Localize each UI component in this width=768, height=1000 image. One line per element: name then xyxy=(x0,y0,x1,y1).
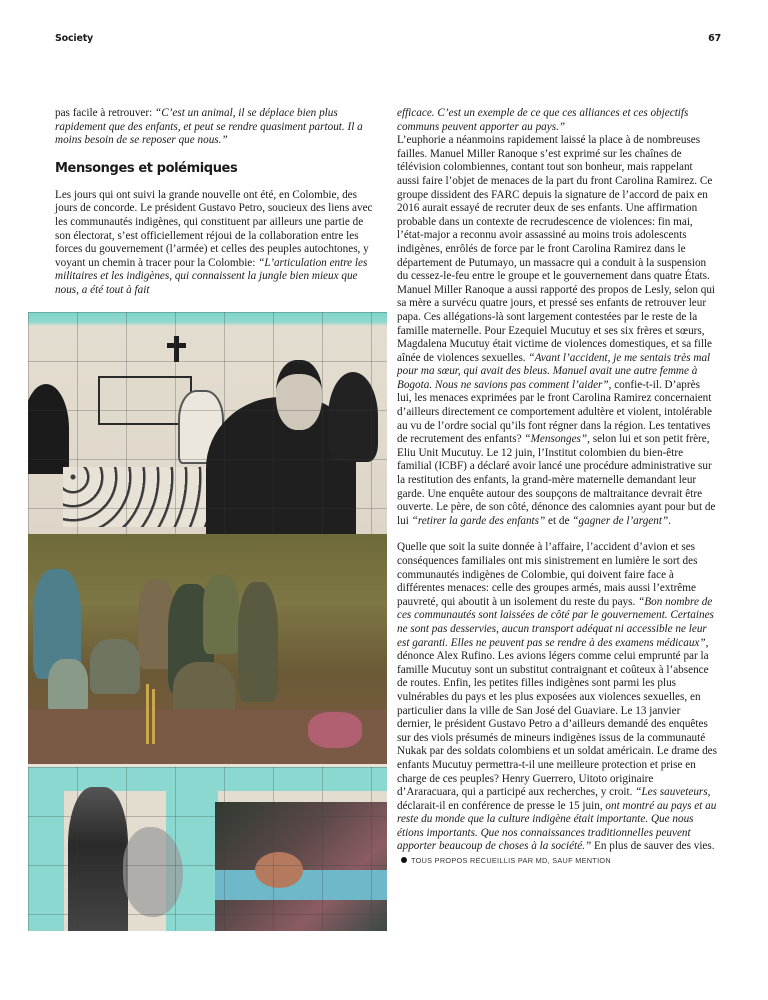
figure-masked-nurse xyxy=(28,384,69,474)
continued-quote: efficace. C’est un exemple de ce que ces alliances et ces objectifs communs peuvent apporter au pays.” xyxy=(397,107,689,133)
intro-quote: “C’est un animal, il se déplace bien plus rapidement que des enfants, et peut se rendre quasiment partout. Il a moins besoin de se reposer que nous.” xyxy=(55,107,363,147)
hospital-bed xyxy=(63,467,228,527)
figure-kneeling xyxy=(90,639,140,694)
paragraph-communautes: Quelle que soit la suite donnée à l’affaire, l’accident d’avion et ses conséquences familiales ont mis sinistrement en lumière le sort des communautés indigènes de Colombie, qui doivent faire face à différentes menaces: celle des groupes armés, mais aussi l’extrême pauvreté, qui aboutit à un isolement du reste du pays. “Bon nombre de ces communautés sont laissées de côté par le gouvernement. Certaines ne sont pas desservies, aucun transport adéquat ni accessible ne leur est garanti. Elles ne peuvent pas se rendre à des examens médicaux”, dénonce Alex Rufino. Les avions légers comme celui emprunté par la famille Mucutuy sont un substitut contraignant et coûteux à l’absence de routes. Enfin, les petites filles indigènes sont parmi les plus vulnérables du pays et les plus exposées aux violences sexuelles, en particulier dans la ville de San José del Guaviare. Le 13 janvier dernier, le président Gustavo Petro a d’ailleurs demandé des enquêtes sur des viols présumés de mineurs indigènes issus de la communauté Nukak par des soldats colombiens et un soldat américain. Le drame des enfants Mucutuy permettra-t-il une meilleure protection et prise en charge de ces peuples? Henry Guerrero, Uitoto originaire d’Araracuara, qui a participé aux recherches, y croit. “Les sauveteurs, déclarait-il en conférence de presse le 15 juin, ont montré au pays et au reste du monde que la culture indigène était importante. Que nous étions importants. Que nos connaissances traditionnelles peuvent apporter beaucoup de choses à la société.” En plus de sauver des vies.TOUS PROPOS RECUEILLIS PAR MD, SAUF MENTION xyxy=(397,541,717,866)
figure-woman xyxy=(328,372,378,462)
jungle-rescue-photo xyxy=(28,534,387,764)
intro-paragraph xyxy=(55,107,380,148)
figure-soldier xyxy=(203,574,239,654)
petro-quote: “L’articulation entre les militaires et les indigènes, qui connaissent la jungle bien mieux que nous, a été tout à fait xyxy=(55,256,368,296)
section-subheading: Mensonges et polémiques xyxy=(55,160,238,176)
paragraph-concorde xyxy=(55,189,380,298)
left-column xyxy=(55,107,380,298)
page-number: 67 xyxy=(708,33,721,44)
running-head xyxy=(55,33,721,47)
backpack xyxy=(308,712,362,748)
paragraph-text: Les jours qui ont suivi la grande nouvelle ont été, en Colombie, des jours de concorde. Le président Gustavo Petro, soucieux des liens avec les communautés indigènes, qui constituent par ailleurs une partie de son électorat, s’est officiellement réjoui de la collaboration entre les forces du gouvernement (l’armée) et celles des peuples autochtones, y voyant un chemin à tracer pour la Colombie: xyxy=(55,188,373,269)
figure-soldier xyxy=(238,582,278,702)
end-of-article-bullet-icon xyxy=(401,857,407,863)
figure-child xyxy=(255,852,303,888)
indigenous-elder-and-child-illustration xyxy=(28,767,387,931)
article-credit: TOUS PROPOS RECUEILLIS PAR MD, SAUF MENTION xyxy=(411,856,611,866)
photo-collage xyxy=(28,312,387,931)
paragraph-failles: L’euphorie a néanmoins rapidement laissé la place à de nombreuses failles. Manuel Miller Ranoque s’est exprimé sur les chaînes de télévision colombiennes, contant tout son bonheur, mais rappelant aussi faire l’objet de menaces de la part du front Carolina Ramirez. Ce groupe dissident des FARC depuis la signature de l’accord de paix en 2016 aurait essayé de recruter deux de ses enfants. Une affirmation probable dans un contexte de recrudescence de violences: fin mai, l’état-major a reconnu avoir assassiné au moins trois adolescents indigènes, enrôlés de force par le front Carolina Ramirez dans le département de Putumayo, un massacre qui a conduit à la suspension du cessez-le-feu entre le groupe et le gouvernement dans quatre États. Manuel Miller Ranoque a aussi rapporté des propos de Lesly, selon qui sa mère a survécu quatre jours, et pressé ses enfants de retrouver leur papa. Ces allégations-là sont largement contestées par le reste de la famille maternelle. Pour Ezequiel Mucutuy et ses six frères et sœurs, Magdalena Mucutuy était victime de violences domestiques, et sa fille aînée de violences sexuelles. “Avant l’accident, je me sentais très mal pour ma sœur, qui avait des bleus. Manuel avait une autre femme à Bogota. Nous ne savions pas comment l’aider”, confie-t-il. D’après lui, les menaces exprimées par le front Carolina Ramirez concernaient d’ailleurs directement ce comportement adultère et violent, intolérable au vu de l’ordre social qu’ils font régner dans la région. Les tentatives de recrutement des enfants? “Mensonges”, selon lui et son petit frère, Eliu Unit Mucutuy. Le 12 juin, l’Institut colombien du bien-être familial (ICBF) a déclaré avoir lancé une procédure administrative sur la restitution des enfants, la grand-mère maternelle demandant leur garde. Une enquête autour des soupçons de maltraitance devrait être ouverte. Le père, de son côté, dénonce des calomnies ayant pour but de lui “retirer la garde des enfants” et de “gagner de l’argent”. xyxy=(397,134,716,527)
figure-indigenous-elder xyxy=(68,787,128,931)
child-rescue-image xyxy=(215,802,387,931)
intro-text: pas facile à retrouver: xyxy=(55,107,156,119)
figure-child xyxy=(48,659,88,714)
right-column xyxy=(397,107,717,868)
cross-icon xyxy=(174,336,179,362)
hospital-visit-illustration xyxy=(28,312,387,540)
section-label: Society xyxy=(55,33,94,44)
